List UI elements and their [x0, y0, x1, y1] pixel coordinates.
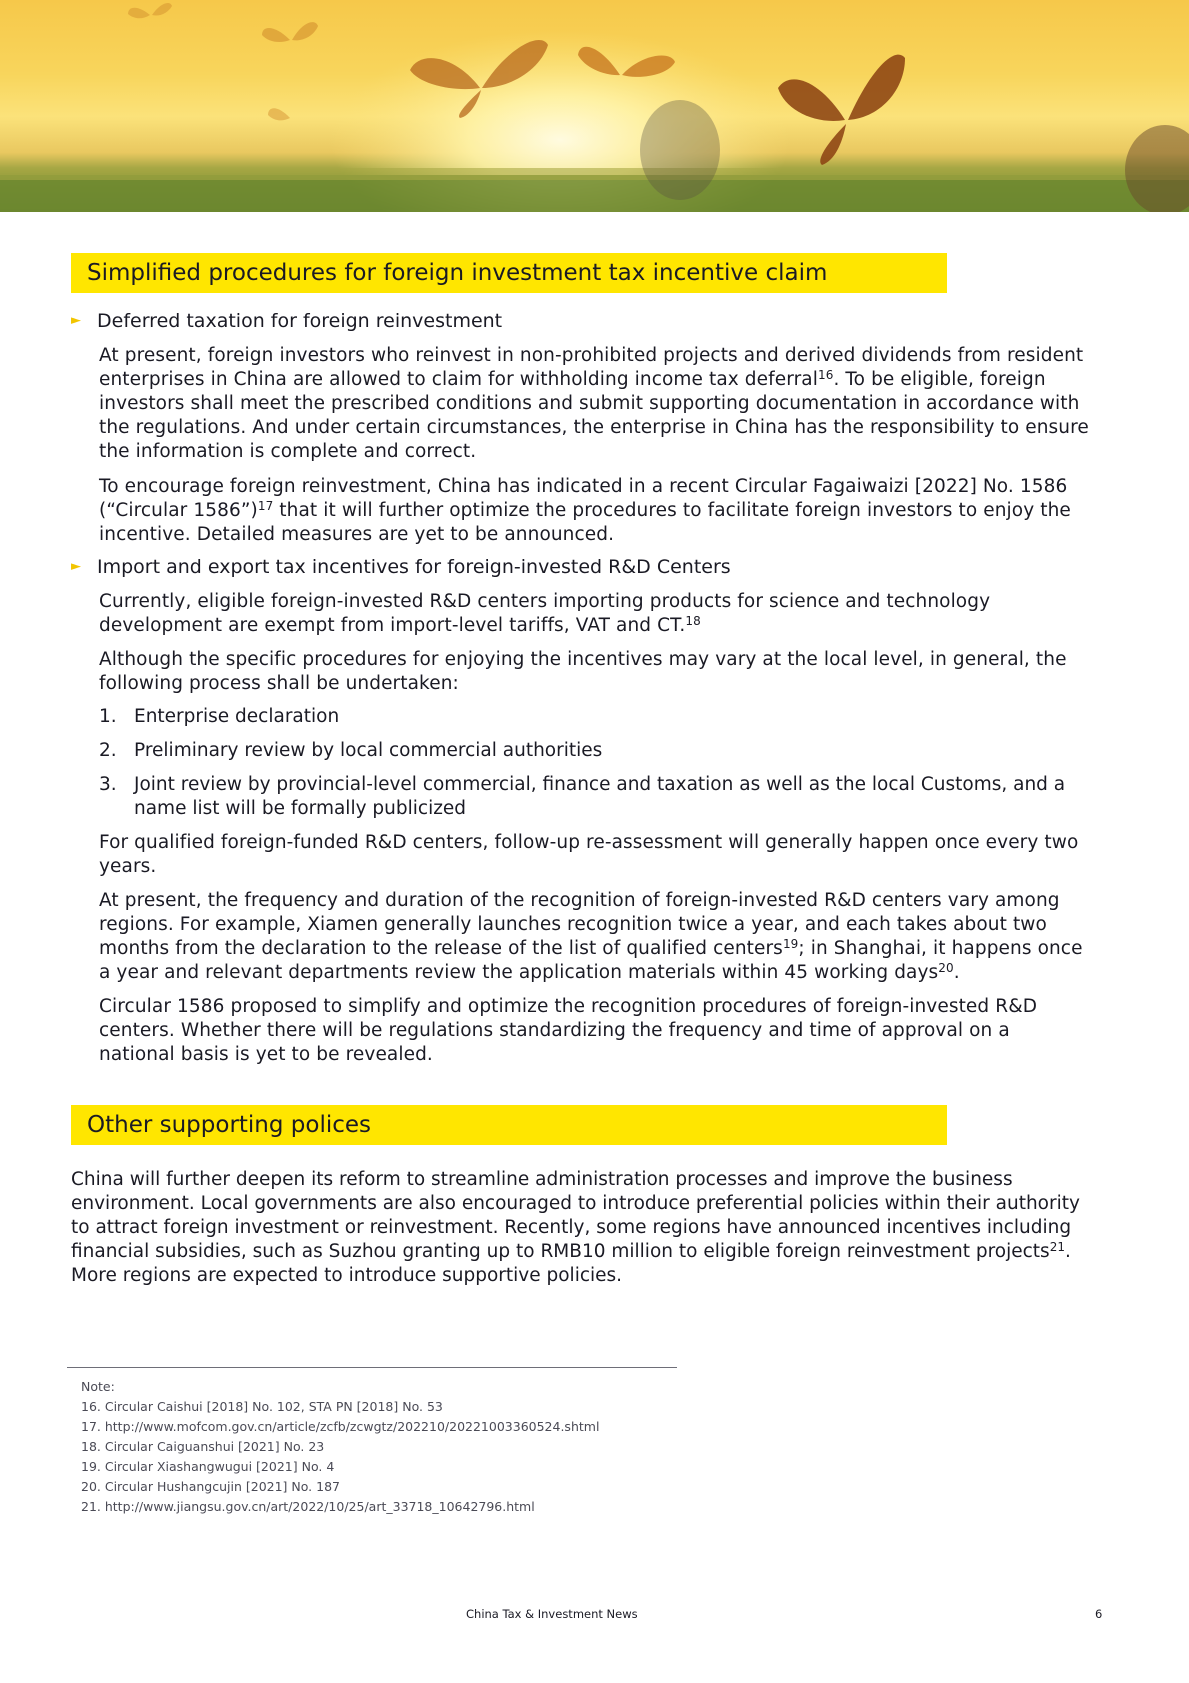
note-item-link[interactable]: 17. http://www.mofcom.gov.cn/article/zcfb/zcwgtz/202210/20221003360524.shtml	[81, 1419, 600, 1434]
step-text: Enterprise declaration	[134, 706, 340, 727]
notes-divider	[67, 1367, 677, 1368]
bullet-triangle-icon: ►	[71, 559, 81, 574]
bullet-triangle-icon: ►	[71, 313, 81, 328]
footer-publication-title: China Tax & Investment News	[466, 1607, 638, 1621]
paragraph-process-intro: Although the specific procedures for enjoying the incentives may vary at the local level, in general, the following process shall be undertaken:	[99, 649, 1067, 694]
note-item-link[interactable]: 21. http://www.jiangsu.gov.cn/art/2022/10/25/art_33718_10642796.html	[81, 1499, 535, 1514]
section-heading-simplified-procedures: Simplified procedures for foreign investment tax incentive claim	[71, 253, 947, 293]
paragraph-circular-1586: To encourage foreign reinvestment, China has indicated in a recent Circular Fagaiwaizi [2022] No. 1586 (“Circular 1586”)$^{17}$ that it will further optimize the procedures to facilitate foreign investors to enjoy the incentive. Detailed measures are yet to be announced.	[99, 476, 1071, 545]
footer-page-number: 6	[1095, 1607, 1103, 1621]
footnote-ref-17: 17	[257, 499, 274, 513]
step-number: 1.	[99, 706, 117, 727]
header-banner-image	[0, 0, 1189, 212]
bullet-label: Deferred taxation for foreign reinvestment	[97, 310, 503, 332]
note-item: 16. Circular Caishui [2018] No. 102, STA PN [2018] No. 53	[81, 1399, 443, 1414]
paragraph-other-policies: China will further deepen its reform to streamline administration processes and improve the business environment. Local governments are also encouraged to introduce preferential policies within their authority to attract foreign investment or reinvestment. Recently, some regions have announced incentives including financial subsidies, such as Suzhou granting up to RMB10 million to eligible foreign reinvestment projects$^{21}$. More regions are expected to introduce supportive policies.	[71, 1169, 1080, 1286]
butterfly-illustration	[0, 0, 1189, 212]
paragraph-deferral-eligibility: At present, foreign investors who reinvest in non-prohibited projects and derived dividends from resident enterprises in China are allowed to claim for withholding income tax deferral$^{16}$. To be eligible, foreign investors shall meet the prescribed conditions and submit supporting documentation in accordance with the regulations. And under certain circumstances, the enterprise in China has the responsibility to ensure the information is complete and correct.	[99, 345, 1089, 462]
footnote-ref-21: 21	[1049, 1240, 1065, 1254]
paragraph-rd-exemption: Currently, eligible foreign-invested R&D centers importing products for science and technology development are exempt from import-level tariffs, VAT and CT.$^{18}$	[99, 591, 991, 636]
footnote-ref-16: 16	[817, 368, 834, 382]
footnote-ref-19: 19	[782, 937, 799, 951]
step-number: 3.	[99, 774, 117, 795]
paragraph-regional-frequency: At present, the frequency and duration of the recognition of foreign-invested R&D centers vary among regions. For example, Xiamen generally launches recognition twice a year, and each takes about two months from the declaration to the release of the list of qualified centers$^{19}$; in Shanghai, it happens once a year and relevant departments review the application materials within 45 working days$^{20}$.	[99, 890, 1083, 983]
notes-heading: Note:	[81, 1379, 115, 1394]
note-item: 20. Circular Hushangcujin [2021] No. 187	[81, 1479, 340, 1494]
note-item: 19. Circular Xiashangwugui [2021] No. 4	[81, 1459, 335, 1474]
step-text: Joint review by provincial-level commercial, finance and taxation as well as the local Customs, and a name list will be formally publicized	[134, 774, 1066, 819]
section-heading-other-supporting-polices: Other supporting polices	[71, 1105, 947, 1145]
paragraph-circular-1586-recognition: Circular 1586 proposed to simplify and optimize the recognition procedures of foreign-invested R&D centers. Whether there will be regulations standardizing the frequency and time of approval on a national basis is yet to be revealed.	[99, 996, 1038, 1065]
footnote-ref-20: 20	[938, 961, 954, 975]
note-item: 18. Circular Caiguanshui [2021] No. 23	[81, 1439, 325, 1454]
bullet-label: Import and export tax incentives for foreign-invested R&D Centers	[97, 556, 731, 578]
paragraph-reassessment: For qualified foreign-funded R&D centers, follow-up re-assessment will generally happen once every two years.	[99, 832, 1079, 877]
footnote-ref-18: 18	[685, 614, 701, 628]
step-text: Preliminary review by local commercial authorities	[134, 740, 603, 761]
step-number: 2.	[99, 740, 117, 761]
